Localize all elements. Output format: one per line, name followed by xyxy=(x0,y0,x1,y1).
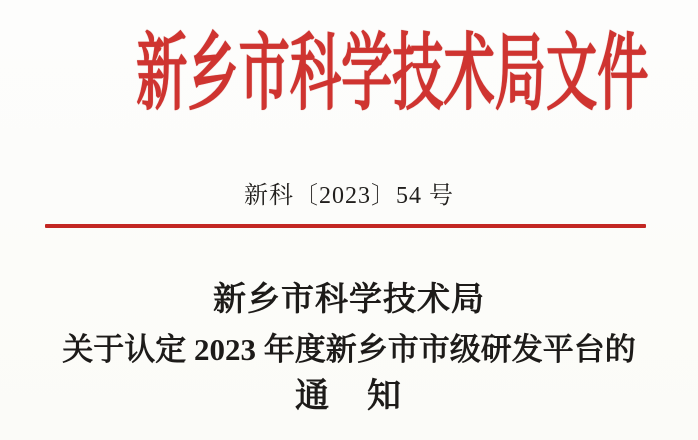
notice-subject-line: 关于认定 2023 年度新乡市市级研发平台的 xyxy=(62,332,636,367)
notice-type-label: 通 知 xyxy=(295,378,403,415)
red-header-masthead: 新乡市科学技术局文件 xyxy=(136,28,649,121)
red-separator-rule xyxy=(45,224,646,228)
notice-issuing-authority: 新乡市科学技术局 xyxy=(213,282,485,318)
document-reference-number: 新科〔2023〕54 号 xyxy=(244,183,454,209)
